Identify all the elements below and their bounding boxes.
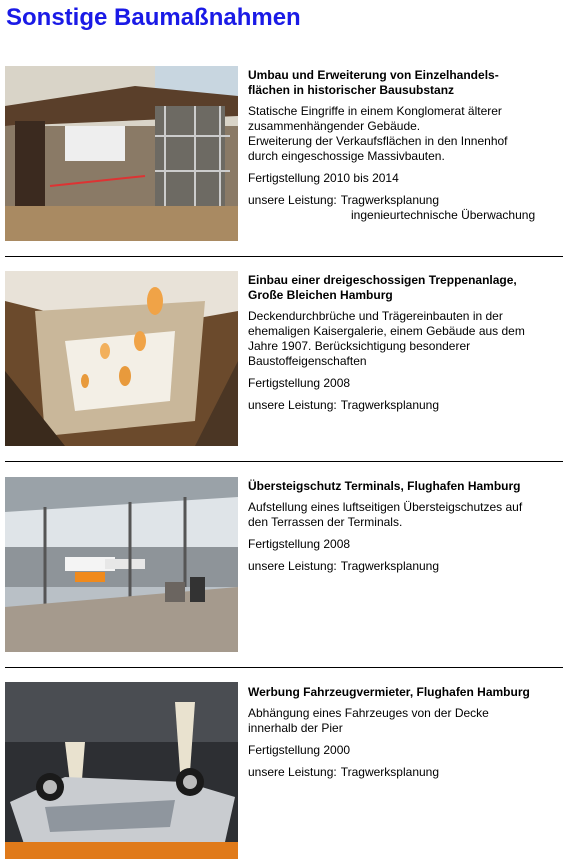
project-4-completion: Fertigstellung 2000 <box>248 743 351 757</box>
project-photo-construction-site <box>5 66 238 241</box>
project-photo-staircase <box>5 271 238 446</box>
project-2-description: Deckendurchbrüche und Trägereinbauten in der ehemaligen Kaisergalerie, einem Gebäude aus dem Jahre 1907. Berücksichtigung besonderer Baustoffeigenschaften <box>248 309 525 368</box>
project-photo-suspended-car <box>5 682 238 859</box>
project-4-description: Abhängung eines Fahrzeuges von der Decke innerhalb der Pier <box>248 706 489 735</box>
divider <box>5 256 563 257</box>
project-4-text <box>248 685 566 780</box>
project-2-services: unsere Leistung: Tragwerksplanung <box>248 398 440 412</box>
project-2-title: Einbau einer dreigeschossigen Treppenanlage, Große Bleichen Hamburg <box>248 273 517 302</box>
project-1-text <box>248 68 566 223</box>
divider <box>5 461 563 462</box>
project-1-services: unsere Leistung: Tragwerksplanung <box>248 193 440 207</box>
project-1-title: Umbau und Erweiterung von Einzelhandels- flächen in historischer Bausubstanz <box>248 68 499 97</box>
project-3-title: Übersteigschutz Terminals, Flughafen Hamburg <box>248 479 521 493</box>
project-4-services: unsere Leistung: Tragwerksplanung <box>248 765 440 779</box>
project-1-completion: Fertigstellung 2010 bis 2014 <box>248 171 399 185</box>
project-2-text <box>248 273 566 413</box>
project-3-description: Aufstellung eines luftseitigen Übersteigschutzes auf den Terrassen der Terminals. <box>248 500 523 529</box>
project-4-title: Werbung Fahrzeugvermieter, Flughafen Hamburg <box>248 685 530 699</box>
project-3-text <box>248 479 566 574</box>
project-2-completion: Fertigstellung 2008 <box>248 376 351 390</box>
project-1-description: Statische Eingriffe in einem Konglomerat älterer zusammenhängender Gebäude. Erweiterung der Verkaufsflächen in den Innenhof durch eingeschossige Massivbauten. <box>248 104 508 163</box>
page-title: Sonstige Baumaßnahmen <box>6 4 301 31</box>
project-1-service-2: ingenieurtechnische Überwachung <box>351 208 536 222</box>
divider <box>5 667 563 668</box>
project-photo-airport-terrace <box>5 477 238 652</box>
project-3-services: unsere Leistung: Tragwerksplanung <box>248 559 440 573</box>
project-3-completion: Fertigstellung 2008 <box>248 537 351 551</box>
